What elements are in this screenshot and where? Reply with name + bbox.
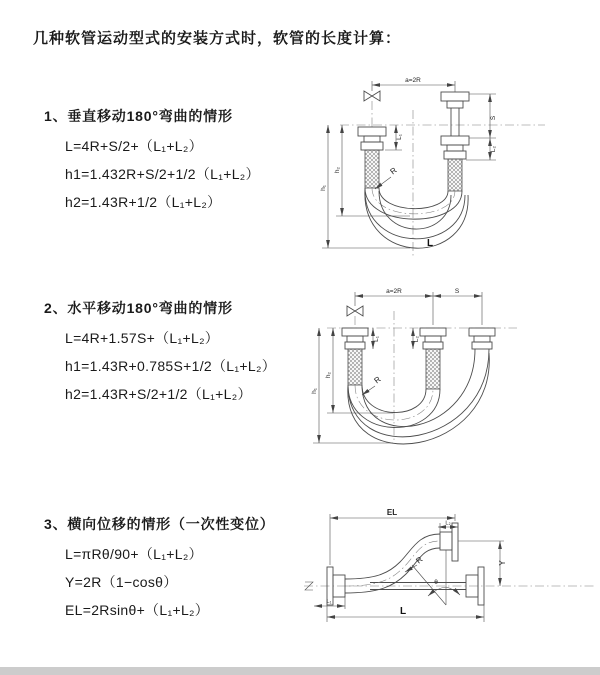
section-3 <box>44 514 334 628</box>
dim-label-l2: L₂ <box>490 145 497 153</box>
dim-label-radius: R <box>388 165 399 177</box>
section-3-formula-L: L=πRθ/90+（L₁+L₂） <box>65 546 203 562</box>
right-fitting-assembly <box>441 92 469 191</box>
valve-icon <box>347 306 363 316</box>
dimension-lines <box>311 288 482 443</box>
section-1-formula-h1: h1=1.432R+S/2+1/2（L₁+L₂） <box>65 166 260 182</box>
dim-label-radius: R <box>414 554 425 566</box>
section-1-formula-L: L=4R+S/2+（L₁+L₂） <box>65 138 203 154</box>
section-1 <box>44 106 334 220</box>
dim-label-radius: R <box>372 374 383 386</box>
section-3-formula-Y: Y=2R（1−cosθ） <box>65 574 178 590</box>
diagram-lateral-displacement <box>300 505 600 645</box>
dim-label-l2: L₂ <box>413 335 420 343</box>
section-2-heading: 2、水平移动180°弯曲的情形 <box>44 300 233 316</box>
dim-label-l1: L₁ <box>326 599 332 605</box>
hose-u-curves <box>365 188 468 248</box>
section-2-formula-h2: h2=1.43R+S/2+1/2（L₁+L₂） <box>65 386 252 402</box>
middle-fitting-assembly <box>420 328 446 389</box>
dim-label-a2r: a=2R <box>386 288 402 295</box>
dim-label-length: L <box>426 238 434 249</box>
dimension-lines <box>320 77 497 249</box>
left-fitting-assembly <box>342 328 368 385</box>
hose-s-curve <box>345 534 440 593</box>
section-1-heading: 1、垂直移动180°弯曲的情形 <box>44 108 233 124</box>
dim-label-h1: h₁ <box>311 388 318 394</box>
section-3-heading: 3、横向位移的情形（一次性变位） <box>44 516 275 532</box>
section-2 <box>44 298 334 412</box>
hose-u-curves <box>348 349 490 444</box>
section-2-formula-L: L=4R+1.57S+（L₁+L₂） <box>65 330 220 346</box>
dim-label-h2: h₂ <box>334 166 341 174</box>
dim-label-el: EL <box>386 508 398 517</box>
section-2-formula-h1: h1=1.43R+0.785S+1/2（L₁+L₂） <box>65 358 276 374</box>
valve-icon <box>364 91 380 101</box>
dim-label-l1: L₁ <box>373 336 380 342</box>
dim-label-y: Y <box>498 560 507 566</box>
dim-label-h1: h₁ <box>320 185 327 191</box>
dim-label-a2r: a=2R <box>405 77 421 84</box>
diagram-vertical-180-bend <box>310 70 590 260</box>
section-3-formula-EL: EL=2Rsinθ+（L₁+L₂） <box>65 602 210 618</box>
dim-label-s: S <box>490 115 497 121</box>
upper-right-flange <box>440 520 458 561</box>
diagram-horizontal-180-bend <box>305 283 595 458</box>
right-fitting-assembly <box>469 328 495 349</box>
section-1-formula-h2: h2=1.43R+1/2（L₁+L₂） <box>65 194 222 210</box>
bottom-scroll-strip <box>0 667 600 675</box>
dim-label-length: L <box>399 606 407 617</box>
dim-label-theta: θ <box>434 579 438 586</box>
page-title: 几种软管运动型式的安装方式时，软管的长度计算： <box>33 30 402 47</box>
dim-label-s: S <box>454 288 460 295</box>
dim-label-l1: L₁ <box>396 134 403 140</box>
dim-label-h2: h₂ <box>325 371 332 379</box>
dim-label-l2: L₂ <box>445 520 451 527</box>
left-fitting-assembly <box>358 127 386 188</box>
